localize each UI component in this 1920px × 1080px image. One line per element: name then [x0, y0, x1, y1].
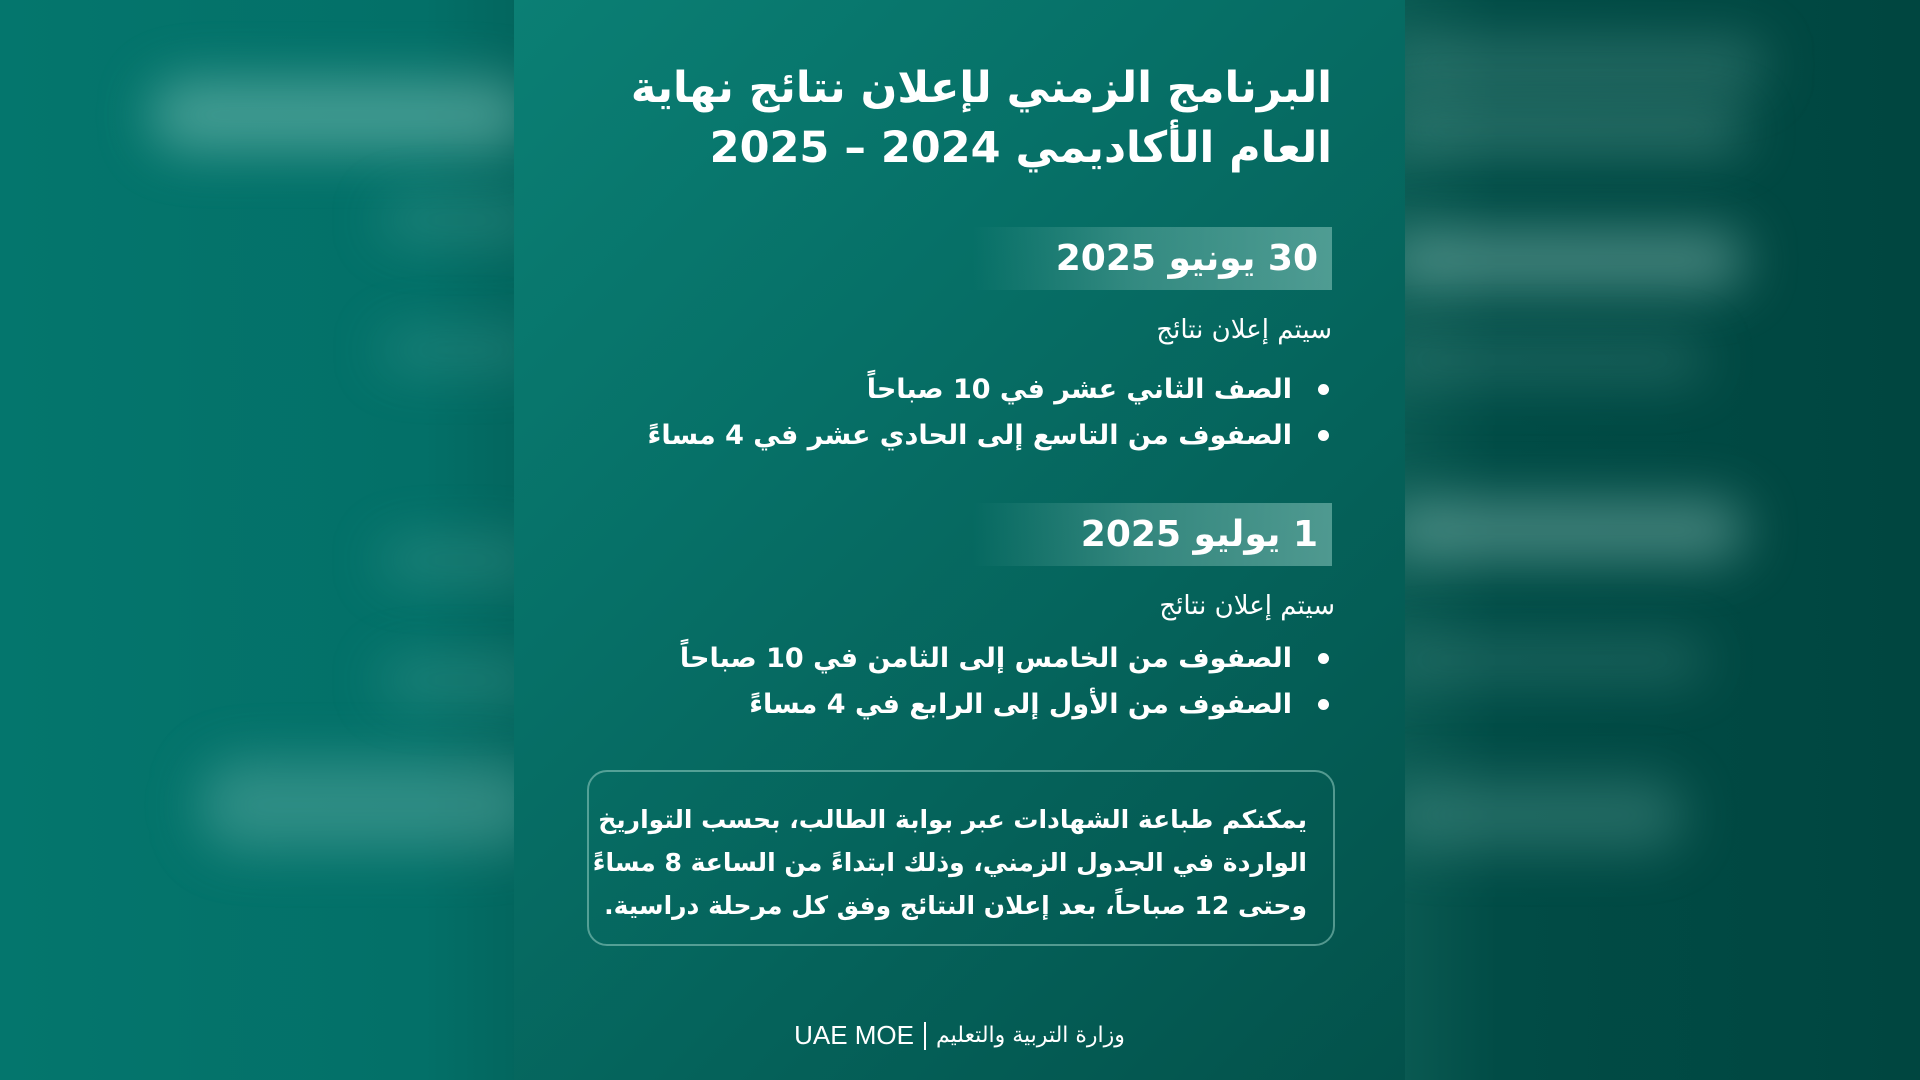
- bullet-icon: [1318, 653, 1329, 664]
- info-line-1: يمكنكم طباعة الشهادات عبر بوابة الطالب، بحسب التواريخ: [598, 805, 1307, 834]
- section-subtitle: سيتم إعلان نتائج: [1156, 315, 1332, 345]
- certificate-info-box: [587, 770, 1335, 946]
- blurred-background-left: [0, 0, 514, 1080]
- results-list: [648, 366, 1332, 458]
- bullet-icon: [1318, 699, 1329, 710]
- list-item: [680, 635, 1332, 681]
- info-line-3: وحتى 12 صباحاً، بعد إعلان النتائج وفق كل مرحلة دراسية.: [604, 891, 1307, 920]
- section-subtitle: سيتم إعلان نتائج: [1159, 591, 1335, 621]
- list-item-text: الصف الثاني عشر في 10 صباحاً: [866, 373, 1292, 405]
- bullet-icon: [1318, 430, 1329, 441]
- info-line-2: الواردة في الجدول الزمني، وذلك ابتداءً من الساعة 8 مساءً: [592, 848, 1307, 877]
- bullet-icon: [1318, 384, 1329, 395]
- footer-english-name: UAE MOE: [794, 1020, 914, 1050]
- date-banner-june-30: 30 يونيو 2025: [972, 227, 1332, 290]
- blurred-background-right: [1405, 0, 1920, 1080]
- list-item-text: الصفوف من التاسع إلى الحادي عشر في 4 مساءً: [647, 419, 1292, 451]
- list-item: [648, 412, 1332, 458]
- ministry-footer: [514, 1020, 1405, 1051]
- results-list: [680, 635, 1332, 727]
- date-banner-july-1: 1 يوليو 2025: [972, 503, 1332, 566]
- page-title: [572, 58, 1332, 178]
- title-line-2: العام الأكاديمي 2024 – 2025: [709, 123, 1332, 173]
- footer-divider: [924, 1022, 926, 1050]
- list-item: [680, 681, 1332, 727]
- announcement-panel: [514, 0, 1405, 1080]
- footer-arabic-name: وزارة التربية والتعليم: [936, 1023, 1125, 1048]
- list-item: [648, 366, 1332, 412]
- list-item-text: الصفوف من الأول إلى الرابع في 4 مساءً: [749, 688, 1292, 720]
- title-line-1: البرنامج الزمني لإعلان نتائج نهاية: [630, 63, 1332, 113]
- list-item-text: الصفوف من الخامس إلى الثامن في 10 صباحاً: [679, 642, 1292, 674]
